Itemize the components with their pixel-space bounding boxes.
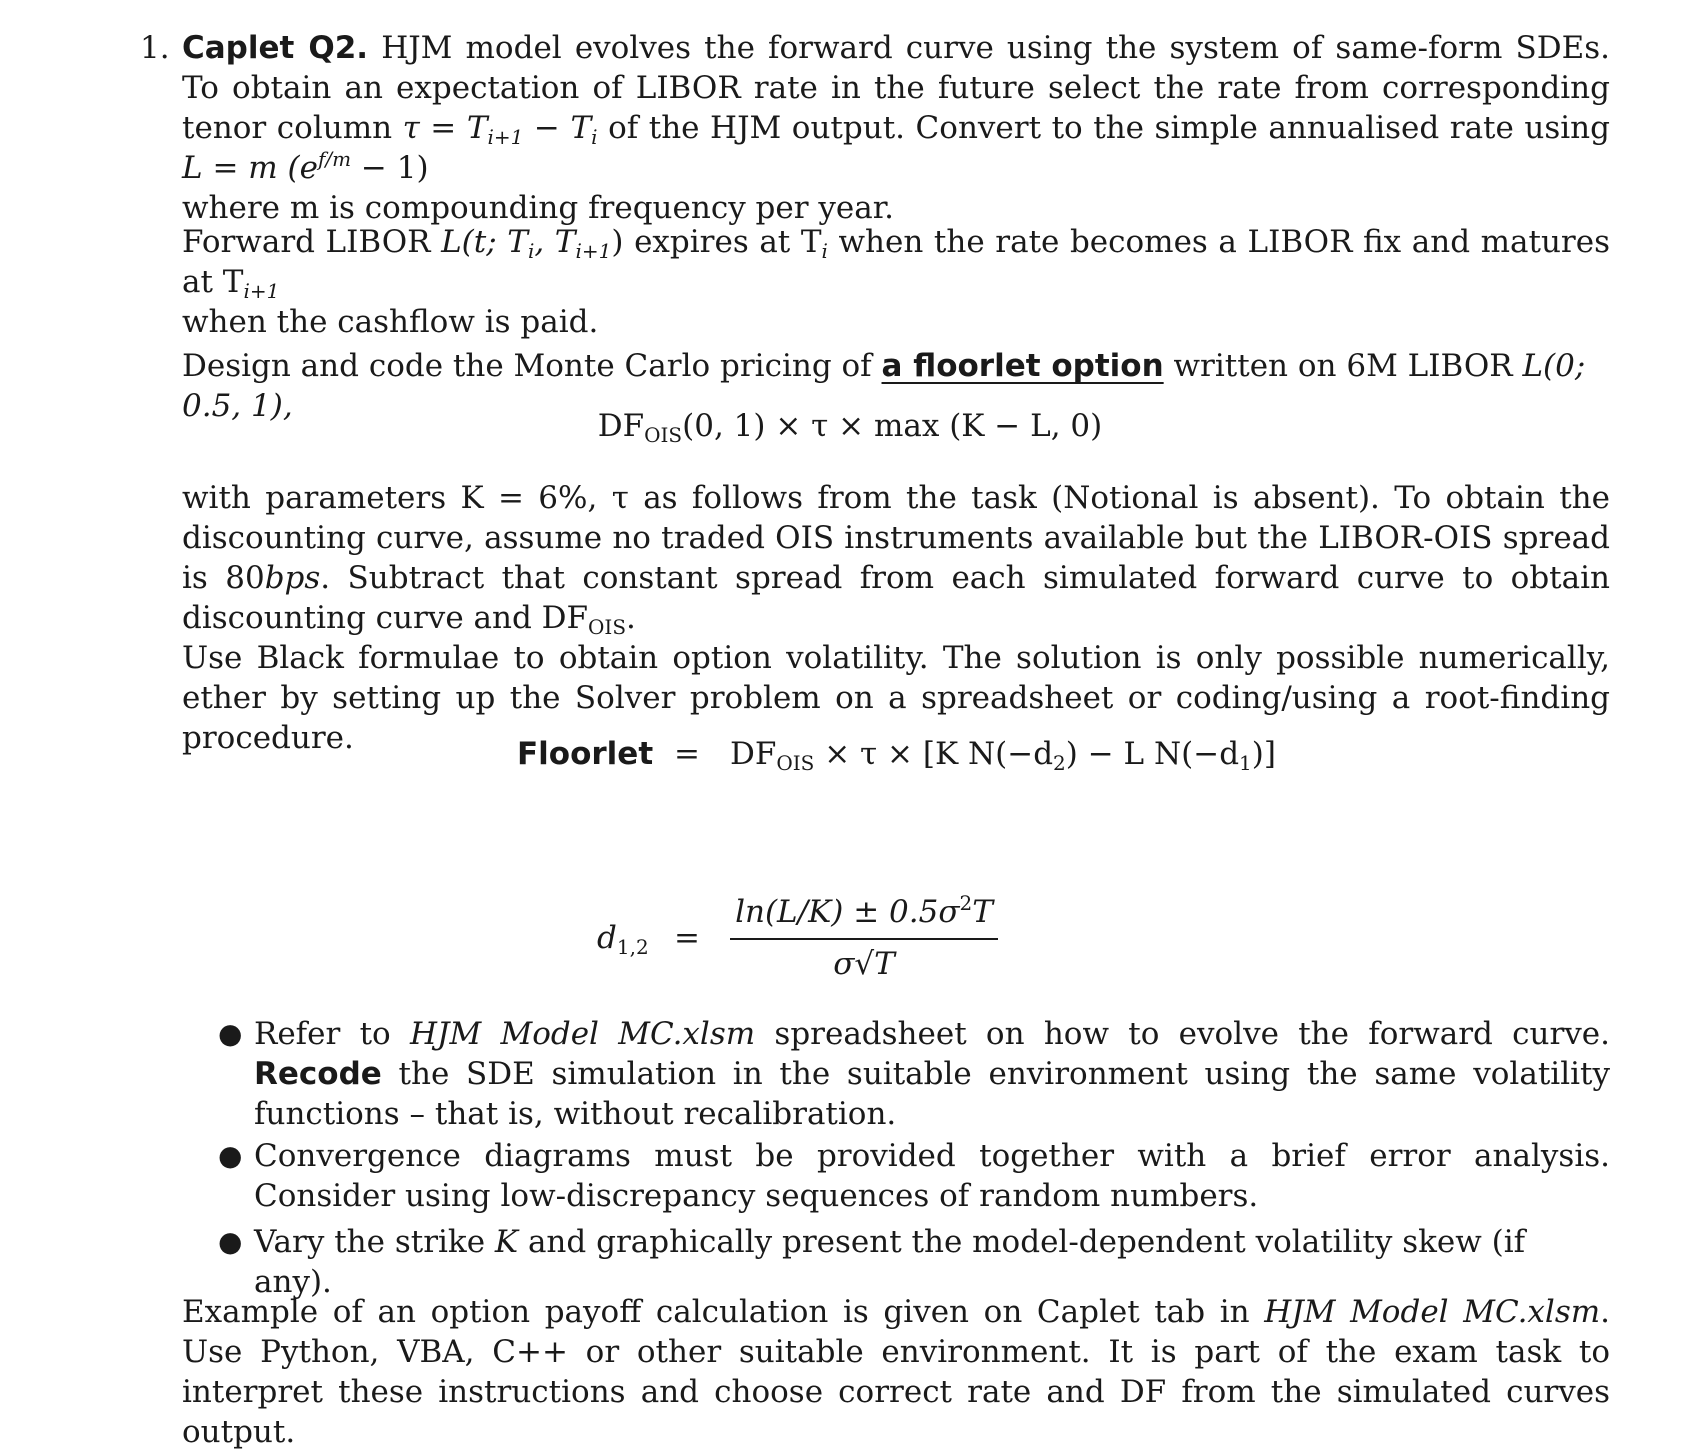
intro-text: HJM model evolves the forward curve using the system of same-form SDEs. To obtain an expectation of LIBOR rate in the future select the rate from corresponding tenor column <box>182 30 1610 146</box>
bullet-item-1: Refer to HJM Model MC.xlsm spreadsheet on how to evolve the forward curve. Recode the SDE simulation in the suitable environment using the same volatility functions – that is, without recalibration. <box>254 1016 1610 1132</box>
item-number: 1. <box>140 30 170 66</box>
d12-numerator: $\ln(L/K) \pm 0.5\sigma^2T$ <box>735 891 993 930</box>
libor-notation: L(t; $T_i$, $T_{i+1}$) <box>441 224 624 263</box>
floorlet-equation <box>517 734 653 774</box>
paragraph-black: Use Black formulae to obtain option volatility. The solution is only possible numerically, ether by setting up the Solver problem on a spreadsheet or coding/using a root-finding procedure. <box>182 640 1610 756</box>
paragraph-intro <box>182 28 1610 228</box>
d12-equals: = <box>674 920 700 956</box>
bullet-item-2: Convergence diagrams must be provided together with a brief error analysis. Consider using low-discrepancy sequences of random numbers. <box>254 1138 1610 1214</box>
intro-text-3: where m is compounding frequency per year. <box>182 190 895 226</box>
bullet-item-3: Vary the strike K and graphically present the model-dependent volatility skew (if any). <box>254 1224 1526 1300</box>
paragraph-parameters: with parameters K = 6%, τ as follows from the task (Notional is absent). To obtain the discounting curve, assume no traded OIS instruments available but the LIBOR-OIS spread is 80bps. Subtract that constant spread from each simulated forward curve to obtain discounting curve and $DF_{OIS}$. <box>182 480 1610 639</box>
floorlet-equals: = <box>674 736 700 772</box>
paragraph-task: Design and code the Monte Carlo pricing of a floorlet option written on 6M LIBOR L(0; 0.5, 1), <box>182 348 1586 424</box>
d12-denominator: σ√T <box>833 946 895 982</box>
paragraph-example: Example of an option payoff calculation is given on Caplet tab in HJM Model MC.xlsm. Use Python, VBA, C++ or other suitable environment. It is part of the exam task to interpret these instructions and choose correct rate and DF from the simulated curves output. <box>182 1294 1610 1450</box>
floorlet-emphasis: a floorlet option <box>881 348 1164 384</box>
d12-fraction <box>730 892 998 984</box>
bullet-dot: ● <box>218 1139 243 1172</box>
payoff-equation: $DF_{OIS}(0$, 1) × τ × max (K − L, 0) <box>597 408 1103 447</box>
bullet-dot: ● <box>218 1225 243 1258</box>
tenor-formula: $\tau = T_{i+1} - T_i$ <box>402 110 598 149</box>
item-title: Caplet Q2. <box>182 30 369 66</box>
rate-conversion-formula: L = m $(e^{f/m} - 1)$ <box>182 147 429 186</box>
floorlet-rhs: $DF_{OIS} \times \tau \times [K$ $N(-d_2) - L$ $N(-d_1)$] <box>730 736 1276 775</box>
paragraph-forward-libor: Forward LIBOR L(t; $T_i$, $T_{i+1}$) expires at $T_i$ when the rate becomes a LIBOR fix and matures at $T_{i+1}$ when the cashflow is paid. <box>182 224 1611 340</box>
floorlet-label: Floorlet <box>517 736 654 772</box>
bullet-dot: ● <box>218 1017 243 1050</box>
intro-text-2: of the HJM output. Convert to the simple annualised rate using <box>597 110 1610 146</box>
d12-lhs: $d_{1,2}$ <box>597 920 649 959</box>
